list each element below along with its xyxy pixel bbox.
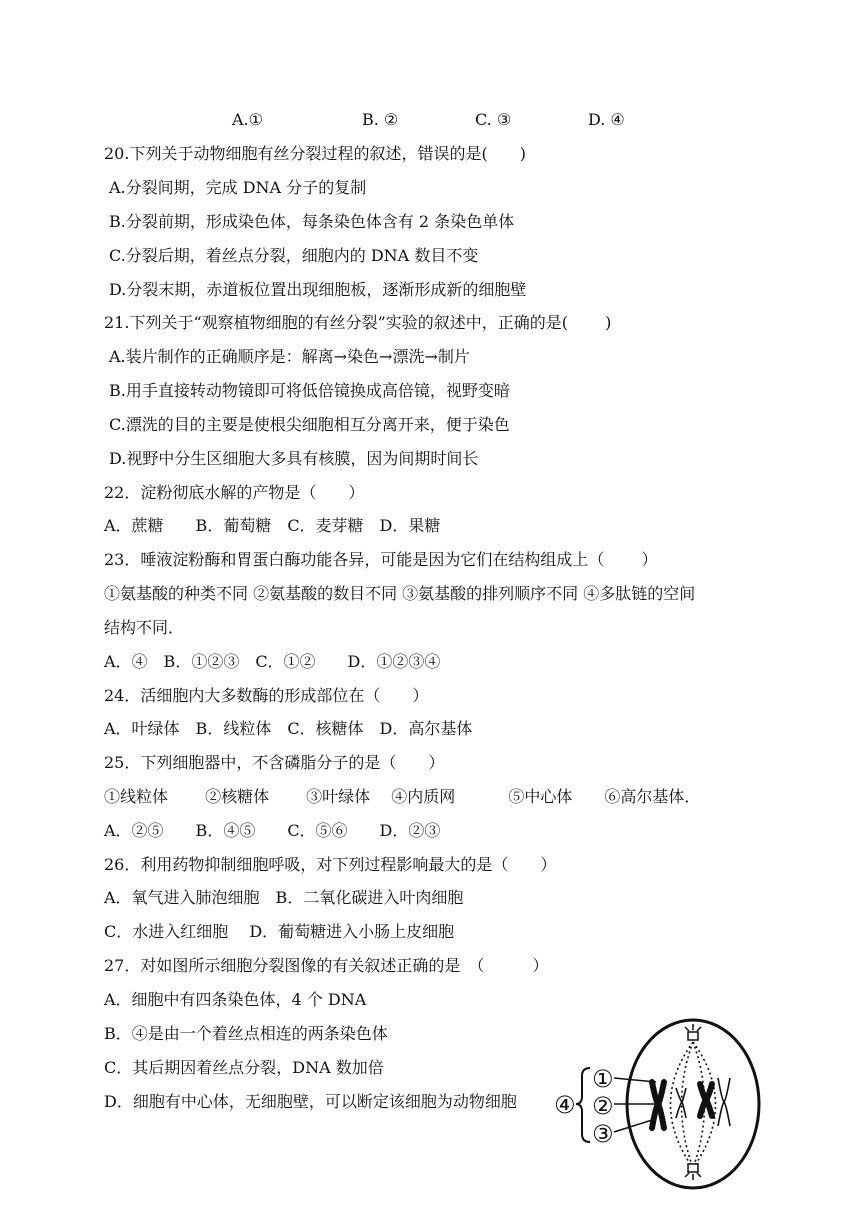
chromosome-1 — [652, 1082, 664, 1128]
question-23-statements-line-2: 结构不同． — [104, 618, 185, 637]
label-pointers — [614, 1078, 656, 1132]
question-27-option-b: B．④是由一个着丝点相连的两条染色体 — [104, 1024, 388, 1043]
question-21-option-c: C.漂洗的目的主要是使根尖细胞相互分离开来，便于染色 — [109, 415, 510, 434]
label-3: ③ — [592, 1120, 614, 1148]
question-26-stem: 26．利用药物抑制细胞呼吸，对下列过程影响最大的是（ ） — [104, 855, 557, 874]
question-25-statements: ①线粒体 ②核糖体 ③叶绿体 ④内质网 ⑤中心体 ⑥高尔基体． — [104, 787, 701, 806]
centrosome-top — [685, 1024, 701, 1040]
chromosome-3 — [700, 1084, 712, 1116]
question-20-option-d: D.分裂末期，赤道板位置出现细胞板，逐渐形成新的细胞壁 — [109, 280, 527, 299]
question-27-option-d: D．细胞有中心体，无细胞壁，可以断定该细胞为动物细胞 — [104, 1092, 517, 1111]
question-23-options: A．④ B．①②③ C．①② D．①②③④ — [104, 652, 441, 671]
label-1: ① — [592, 1065, 614, 1093]
option-c: C. ③ — [475, 110, 512, 129]
question-26-options-line-2: C．水进入红细胞 D．葡萄糖进入小肠上皮细胞 — [104, 922, 455, 941]
question-20-option-c: C.分裂后期，着丝点分裂，细胞内的 DNA 数目不变 — [109, 246, 479, 265]
question-24-stem: 24．活细胞内大多数酶的形成部位在（ ） — [104, 686, 429, 705]
question-21-option-b: B.用手直接转动物镜即可将低倍镜换成高倍镜，视野变暗 — [109, 381, 510, 400]
question-25-stem: 25．下列细胞器中，不含磷脂分子的是（ ） — [104, 753, 445, 772]
question-21-option-d: D.视野中分生区细胞大多具有核膜，因为间期时间长 — [109, 449, 479, 468]
question-24-options: A．叶绿体 B．线粒体 C．核糖体 D．高尔基体 — [104, 719, 473, 738]
question-26-options-line-1: A．氧气进入肺泡细胞 B．二氧化碳进入叶肉细胞 — [104, 888, 464, 907]
question-23-statements-line-1: ①氨基酸的种类不同 ②氨基酸的数目不同 ③氨基酸的排列顺序不同 ④多肽链的空间 — [104, 584, 696, 603]
label-2: ② — [592, 1092, 614, 1120]
question-27-option-a: A．细胞中有四条染色体，4 个 DNA — [104, 990, 367, 1009]
question-20-option-b: B.分裂前期，形成染色体，每条染色体含有 2 条染色单体 — [109, 212, 515, 231]
centrosome-bottom — [685, 1164, 701, 1180]
question-20-option-a: A.分裂间期，完成 DNA 分子的复制 — [109, 178, 367, 197]
label-4: ④ — [554, 1091, 576, 1119]
brace — [576, 1068, 590, 1142]
cell-division-figure — [552, 1012, 776, 1202]
question-22-stem: 22．淀粉彻底水解的产物是（ ） — [104, 483, 365, 502]
chromosome-4 — [718, 1078, 730, 1126]
chromosome-2 — [676, 1088, 686, 1118]
question-23-stem: 23．唾液淀粉酶和胃蛋白酶功能各异，可能是因为它们在结构组成上（ ） — [104, 550, 658, 569]
question-20-stem: 20.下列关于动物细胞有丝分裂过程的叙述，错误的是( ) — [104, 144, 526, 163]
question-25-options: A．②⑤ B．④⑤ C．⑤⑥ D．②③ — [104, 821, 441, 840]
option-d: D. ④ — [588, 110, 625, 129]
question-27-option-c: C．其后期因着丝点分裂，DNA 数加倍 — [104, 1058, 384, 1077]
question-22-options: A．蔗糖 B．葡萄糖 C．麦芽糖 D．果糖 — [104, 516, 441, 535]
option-b: B. ② — [362, 110, 399, 129]
question-21-option-a: A.装片制作的正确顺序是：解离→染色→漂洗→制片 — [109, 347, 470, 366]
question-21-stem: 21.下列关于“观察植物细胞的有丝分裂”实验的叙述中，正确的是( ) — [104, 313, 612, 332]
option-a: A.① — [232, 110, 263, 129]
question-27-stem: 27．对如图所示细胞分裂图像的有关叙述正确的是 （ ） — [104, 956, 549, 975]
